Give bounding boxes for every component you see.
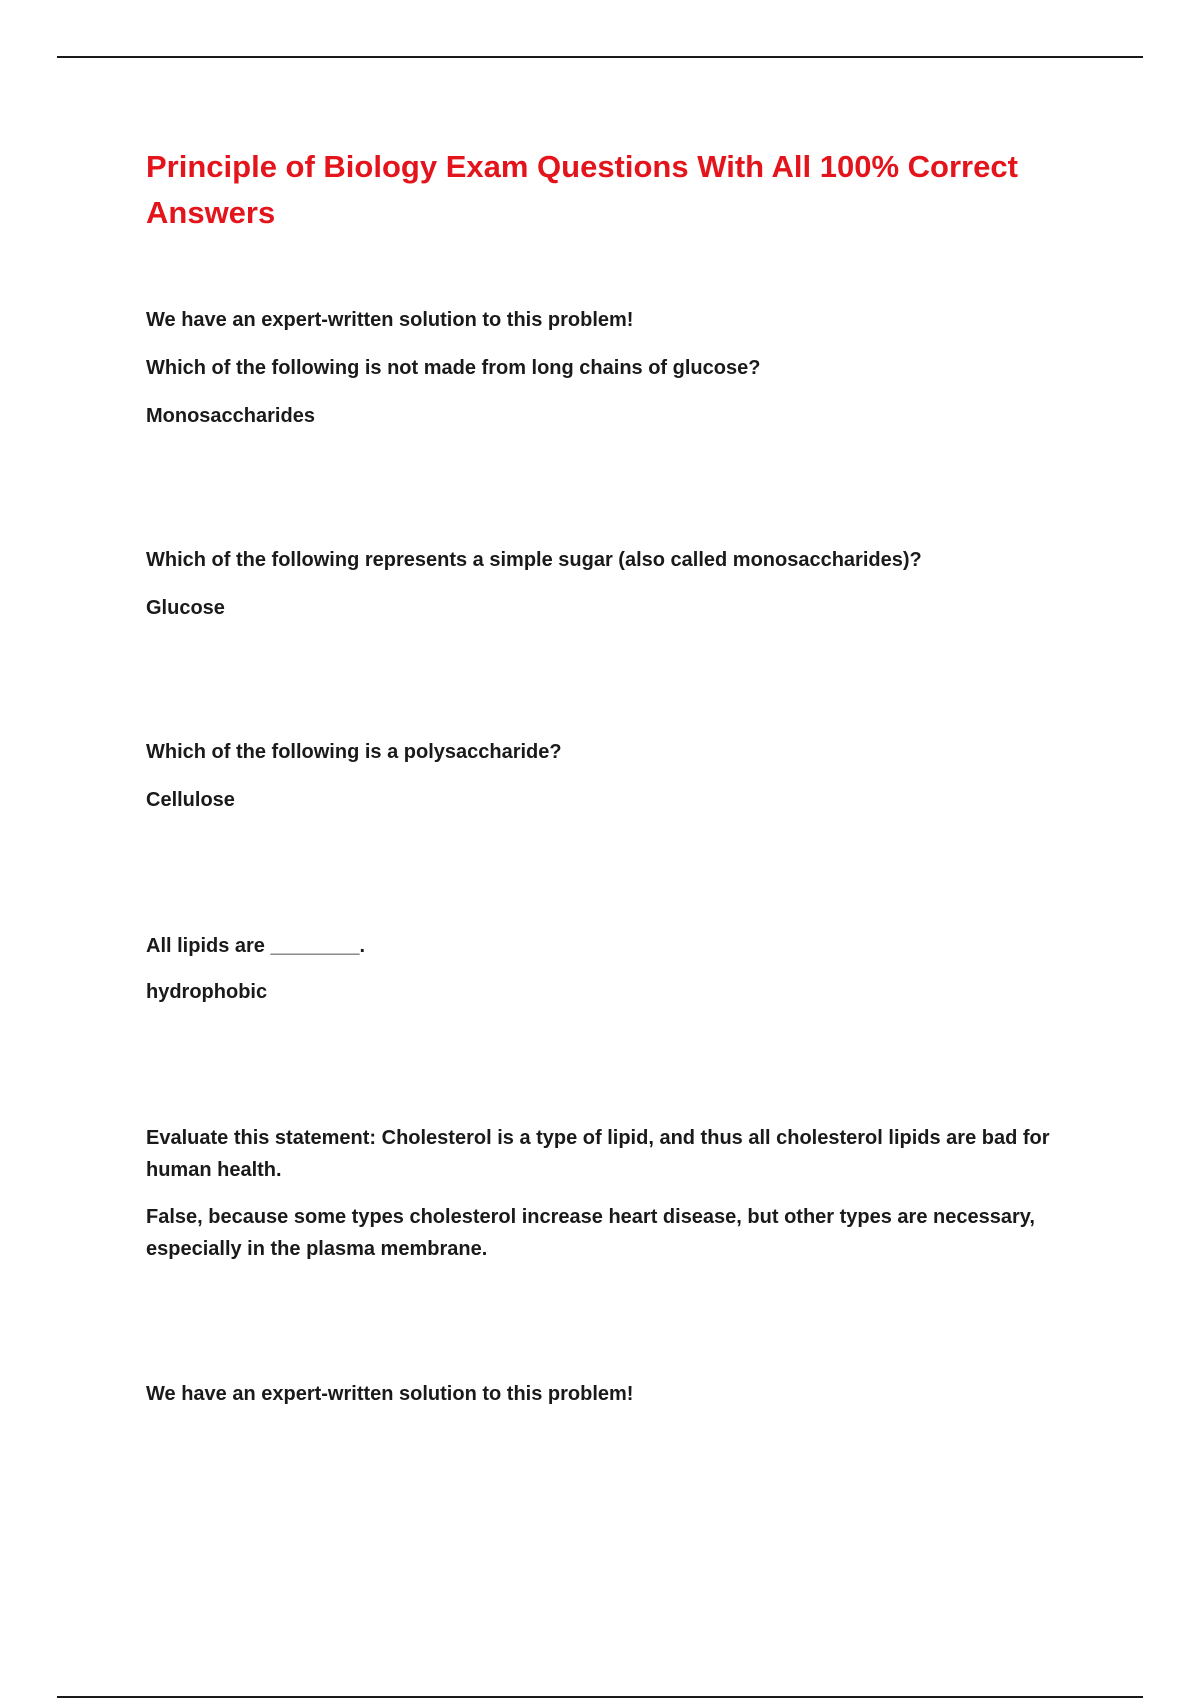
answer-4: hydrophobic [146, 981, 268, 1003]
answer-2: Glucose [146, 597, 225, 619]
answer-3: Cellulose [146, 789, 235, 811]
question-1: Which of the following is not made from long chains of glucose? [146, 357, 761, 379]
question-3: Which of the following is a polysaccharide? [146, 741, 562, 763]
expert-solution-note-footer: We have an expert-written solution to this problem! [146, 1383, 634, 1405]
answer-1: Monosaccharides [146, 405, 315, 427]
document-title: Principle of Biology Exam Questions With All 100% Correct Answers [146, 149, 1018, 230]
question-5: Evaluate this statement: Cholesterol is a type of lipid, and thus all cholesterol lipids are bad for human health. [146, 1127, 1050, 1181]
question-4: All lipids are ________. [146, 935, 366, 957]
question-2: Which of the following represents a simple sugar (also called monosaccharides)? [146, 549, 922, 571]
footer-rule [57, 1696, 1143, 1698]
header-rule [57, 56, 1143, 58]
answer-5: False, because some types cholesterol increase heart disease, but other types are necessary, especially in the plasma membrane. [146, 1206, 1035, 1260]
expert-solution-note: We have an expert-written solution to this problem! [146, 309, 634, 331]
